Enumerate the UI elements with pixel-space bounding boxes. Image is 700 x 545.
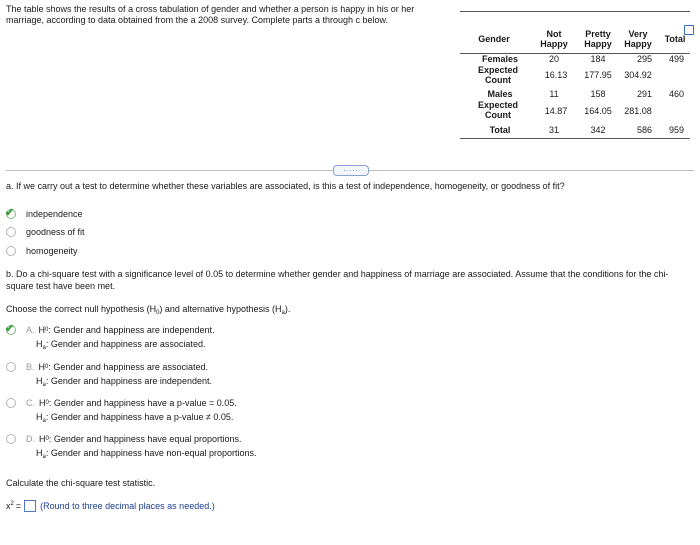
table-cell: 184: [590, 54, 606, 64]
table-cell: 586: [636, 125, 652, 135]
option-label: independence: [26, 209, 83, 219]
chi-square-input[interactable]: [24, 500, 36, 512]
table-cell: 295: [636, 54, 652, 64]
hypothesis-option-d[interactable]: D. H 0 : Gender and happiness have equal proportions. $H_a$: Gender and happiness have non-equal proportions.: [6, 432, 257, 464]
table-cell: 164.05: [584, 106, 612, 116]
header-not-happy: Not Happy: [540, 29, 568, 49]
radio-button[interactable]: [6, 362, 16, 372]
table-cell: 281.08: [624, 106, 652, 116]
table-cell: 291: [636, 89, 652, 99]
table-cell: 11: [549, 89, 559, 99]
radio-button[interactable]: [6, 434, 16, 444]
divider-handle[interactable]: .....: [333, 165, 369, 176]
rounding-hint: (Round to three decimal places as needed.): [40, 501, 215, 511]
hypothesis-option-c[interactable]: C. H 0 : Gender and happiness have a p-value = 0.05. $H_a$: Gender and happiness have a p-value ≠ 0.05.: [6, 396, 237, 428]
hypothesis-option-a[interactable]: ✔ A. H 0 : Gender and happiness are independent. $H_a$: Gender and happiness are associated.: [5, 323, 215, 351]
table-cell: 499: [668, 54, 684, 64]
row-label-total: Total: [489, 125, 511, 135]
chi-square-prompt: Calculate the chi-square test statistic.: [6, 478, 156, 488]
checkmark-icon: ✔: [5, 323, 15, 335]
chi-square-symbol: $x^2$: [6, 501, 14, 511]
table-cell: 158: [590, 89, 606, 99]
part-b-question: b. Do a chi-square test with a significance level of 0.05 to determine whether gender and happiness of marriage are associated. Assume that the conditions for the chi-square test have been met.: [6, 269, 669, 291]
equals-sign: =: [15, 501, 22, 511]
table-cell: 460: [668, 89, 684, 99]
hypothesis-option-b[interactable]: B. H 0 : Gender and happiness are associated. $H_a$: Gender and happiness are independent.: [6, 360, 212, 392]
table-cell: 20: [548, 54, 559, 64]
header-gender: Gender: [478, 34, 510, 44]
table-cell: 304.92: [624, 70, 652, 80]
radio-button[interactable]: [6, 325, 16, 335]
radio-button[interactable]: [6, 246, 16, 256]
table-cell: 177.95: [584, 70, 612, 80]
radio-button[interactable]: [6, 398, 16, 408]
row-label-females: Females: [481, 54, 519, 64]
option-independence[interactable]: [6, 207, 83, 221]
header-very-happy: Very Happy: [624, 29, 652, 49]
chi-square-answer-row: [6, 500, 215, 512]
option-label: homogeneity: [26, 246, 78, 256]
option-label: goodness of fit: [26, 227, 85, 237]
header-total: Total: [664, 34, 686, 44]
radio-button[interactable]: [6, 227, 16, 237]
part-a-question: a. If we carry out a test to determine whether these variables are associated, is this a test of independence, homogeneity, or goodness of fit?: [6, 181, 565, 191]
table-cell: 14.87: [544, 106, 568, 116]
row-label-expected-count: Expected Count: [477, 100, 519, 120]
option-goodness-of-fit[interactable]: [6, 225, 85, 239]
problem-intro: The table shows the results of a cross tabulation of gender and whether a person is happy in his or her marriage, according to data obtained from the a 2008 survey. Complete parts a through c below.: [6, 4, 415, 25]
hypothesis-prompt: Choose the correct null hypothesis $(H_0)$ and alternative hypothesis $(H_a)$.: [6, 304, 291, 316]
table-cell: 16.13: [544, 70, 568, 80]
checkmark-icon: ✔: [5, 207, 15, 219]
row-label-expected-count: Expected Count: [477, 65, 519, 85]
header-pretty-happy: Pretty Happy: [584, 29, 612, 49]
table-cell: 31: [548, 125, 559, 135]
option-homogeneity[interactable]: [6, 244, 78, 258]
table-cell: 959: [668, 125, 684, 135]
row-label-males: Males: [487, 89, 513, 99]
radio-button[interactable]: [6, 209, 16, 219]
table-cell: 342: [590, 125, 606, 135]
